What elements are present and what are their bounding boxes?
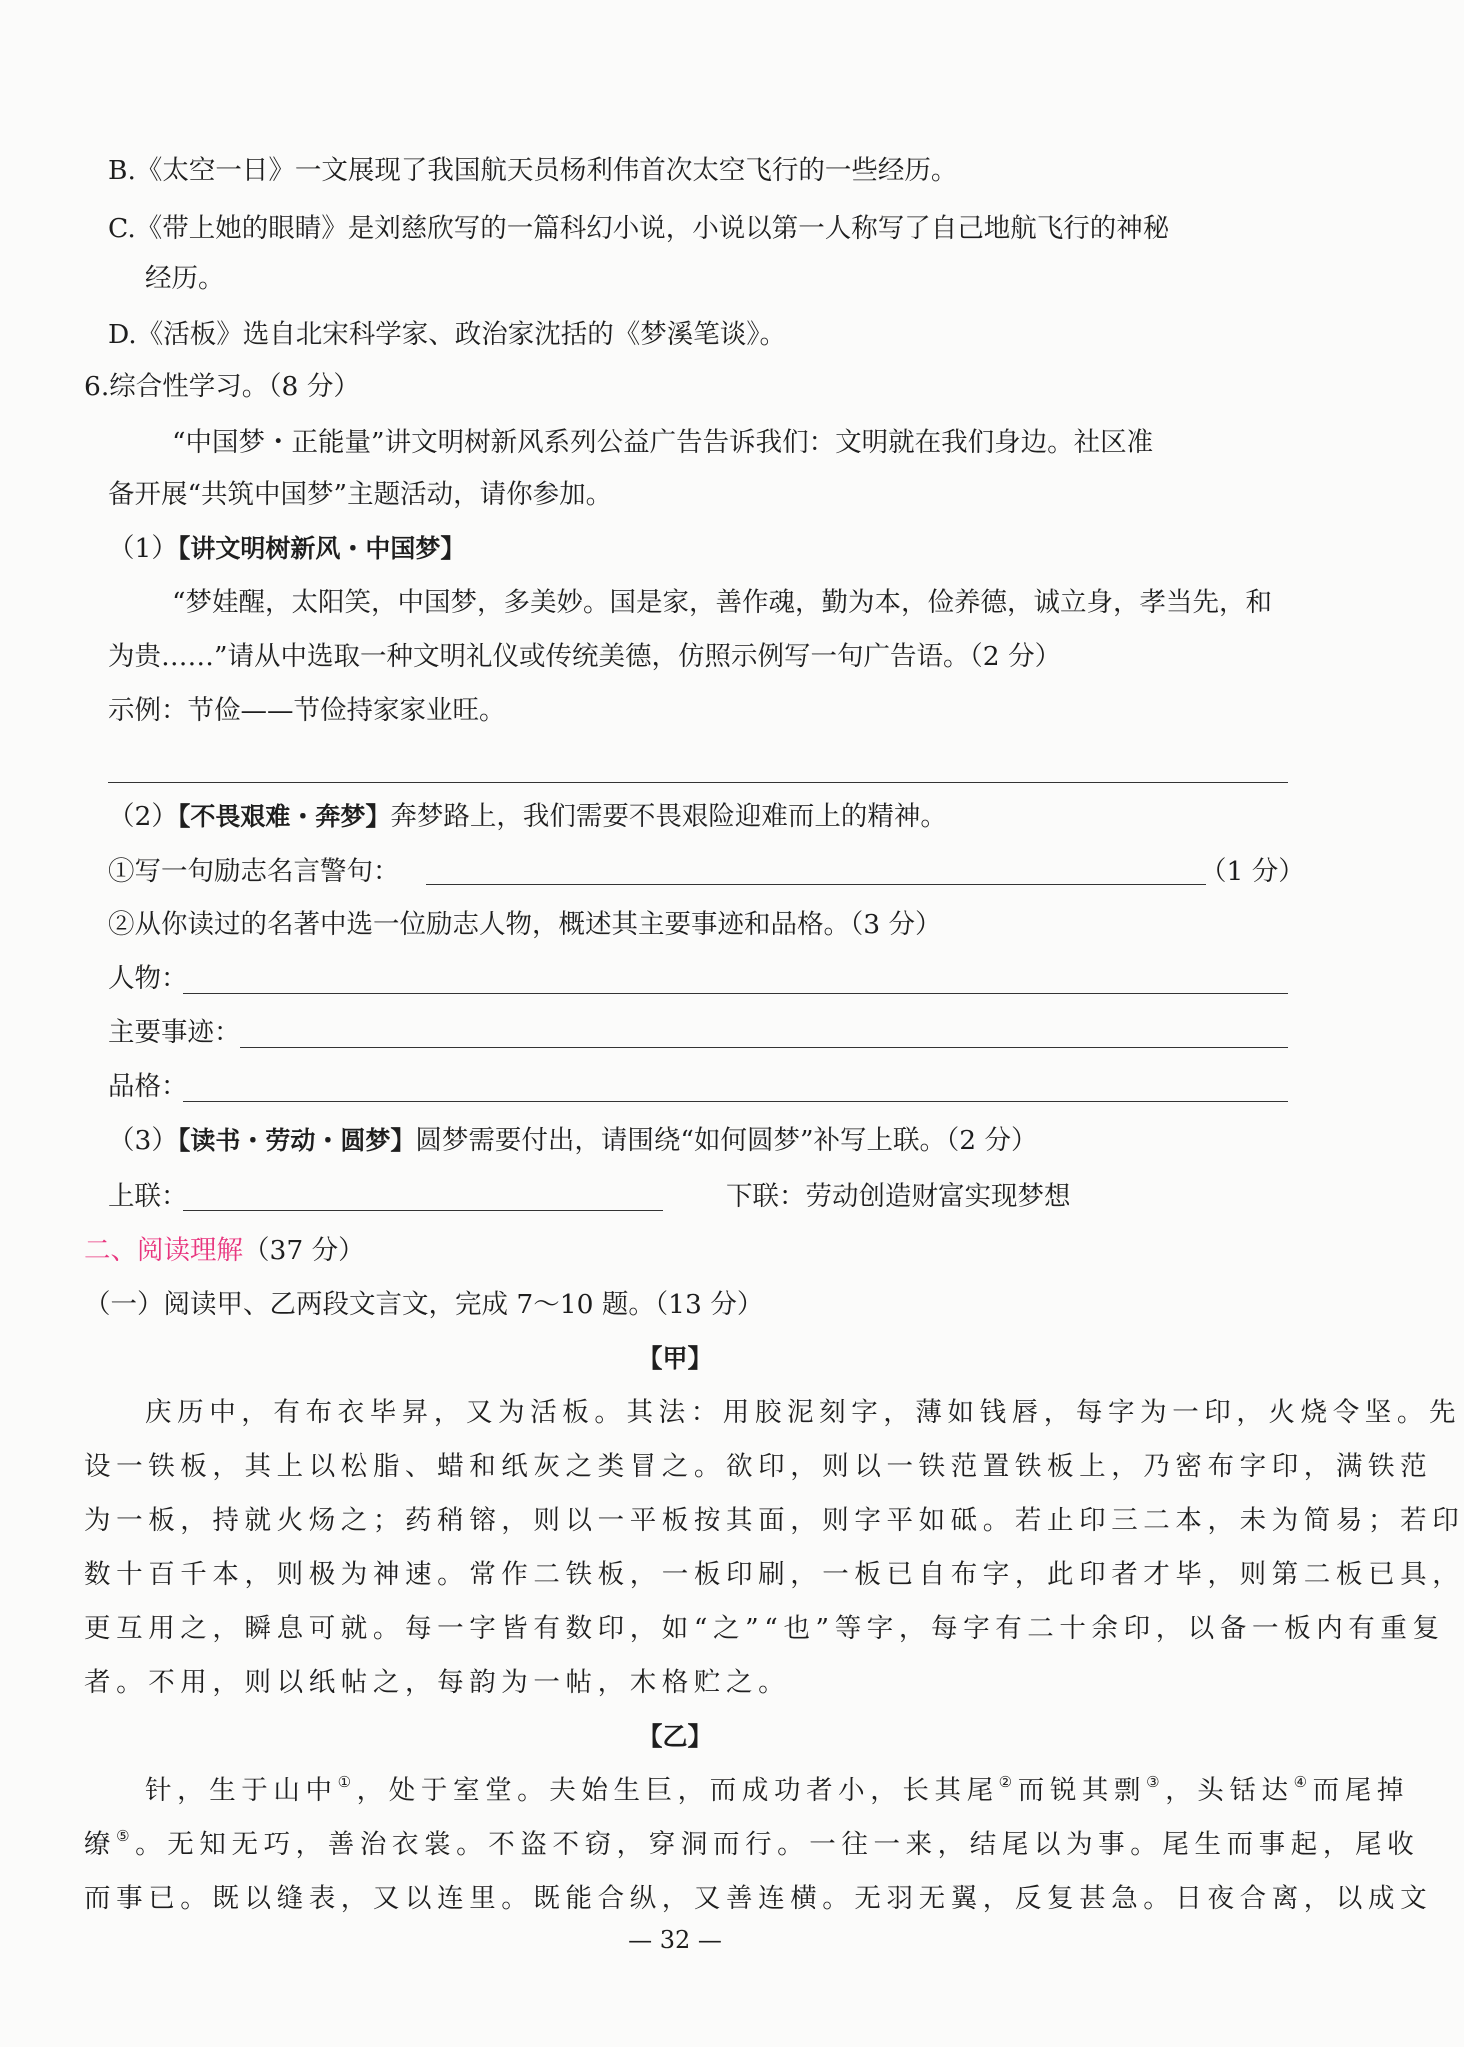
passage-text: ，头铦达 [1165,1775,1294,1806]
passage-jia-line: 为一板，持就火炀之；药稍镕，则以一平板按其面，则字平如砥。若止印三二本，未为简易；若印 [84,1505,1464,1536]
passage-text: 。无知无巧，善治衣裳。不盗不窃，穿洞而行。一往一来，结尾以为事。尾生而事起，尾收 [135,1829,1420,1860]
part-3-title: 【读书・劳动・圆梦】 [177,1126,416,1155]
question-6-intro-line-1: “中国梦・正能量”讲文明树新风系列公益广告告诉我们：文明就在我们身边。社区准 [172,427,1154,458]
footnote-mark: ③ [1146,1773,1166,1791]
part-3-heading [108,1124,1038,1158]
section-2-heading [84,1234,365,1268]
part-1-title: 【讲文明树新风・中国梦】 [177,534,466,563]
passage-jia-line: 数十百千本，则极为神速。常作二铁板，一板印刷，一板已自布字，此印者才毕，则第二板已具， [84,1559,1464,1590]
passage-text: 缭 [84,1829,117,1860]
section-2-score: （37 分） [243,1235,365,1266]
person-label: 人物： [108,963,188,994]
part-2-text: 奔梦路上，我们需要不畏艰险迎难而上的精神。 [390,801,947,832]
part-2-number: （2） [108,801,178,832]
option-b: B.《太空一日》一文展现了我国航天员杨利伟首次太空飞行的一些经历。 [108,155,958,186]
part-2-heading [108,800,947,834]
option-c-line-2: 经历。 [145,263,225,294]
option-c-line-1: C.《带上她的眼睛》是刘慈欣写的一篇科幻小说，小说以第一人称写了自己地航飞行的神秘 [108,213,1170,244]
part-1-number: （1） [108,533,178,564]
passage-text: 针，生于山中 [145,1775,338,1806]
person-answer-line[interactable] [183,993,1288,994]
part-3-number: （3） [108,1125,178,1156]
part-2-sub-2: ②从你读过的名著中选一位励志人物，概述其主要事迹和品格。（3 分） [108,909,942,940]
part-1-text-line-2: 为贵……”请从中选取一种文明礼仪或传统美德，仿照示例写一句广告语。（2 分） [108,641,1062,672]
character-label: 品格： [108,1071,188,1102]
part-1-text-line-1: “梦娃醒，太阳笑，中国梦，多美妙。国是家，善作魂，勤为本，俭养德，诚立身，孝当先，和 [172,587,1273,618]
deeds-label: 主要事迹： [108,1017,241,1048]
option-d: D.《活板》选自北宋科学家、政治家沈括的《梦溪笔谈》。 [108,319,786,350]
passage-yi-heading: 【乙】 [637,1722,713,1751]
passage-yi-line-1 [145,1774,1409,1808]
question-6-intro-line-2: 备开展“共筑中国梦”主题活动，请你参加。 [108,479,613,510]
passage-yi-line-2 [84,1828,1419,1862]
part-2-title: 【不畏艰难・奔梦】 [177,802,391,831]
passage-text: ，处于室堂。夫始生巨，而成功者小，长其尾 [356,1775,999,1806]
part-1-example: 示例：节俭——节俭持家家业旺。 [108,695,506,726]
passage-text: 而尾掉 [1312,1775,1409,1806]
passage-jia-line: 者。不用，则以纸帖之，每韵为一帖，木格贮之。 [84,1667,791,1698]
character-answer-line[interactable] [183,1101,1288,1102]
part-3-text: 圆梦需要付出，请围绕“如何圆梦”补写上联。（2 分） [415,1125,1038,1156]
part-1-answer-line[interactable] [108,782,1288,783]
part-1-heading [108,532,465,566]
passage-jia-line: 设一铁板，其上以松脂、蜡和纸灰之类冒之。欲印，则以一铁范置铁板上，乃密布字印，满铁范 [84,1451,1433,1482]
question-6-header: 6.综合性学习。（8 分） [84,371,360,402]
upper-couplet-label: 上联： [108,1181,188,1212]
footnote-mark: ⑤ [116,1827,136,1845]
section-2-title: 二、阅读理解 [84,1235,243,1266]
page-number: — 32 — [628,1926,722,1954]
upper-couplet-answer-line[interactable] [183,1210,663,1211]
motto-answer-line[interactable] [426,884,1206,885]
lower-couplet: 下联：劳动创造财富实现梦想 [726,1181,1071,1212]
deeds-answer-line[interactable] [240,1047,1288,1048]
passage-jia-line: 庆历中，有布衣毕昇，又为活板。其法：用胶泥刻字，薄如钱唇，每字为一印，火烧令坚。先 [145,1397,1462,1428]
passage-text: 而锐其剽 [1017,1775,1147,1806]
passage-yi-line-3: 而事已。既以缝表，又以连里。既能合纵，又善连横。无羽无翼，反复甚急。日夜合离，以成文 [84,1883,1433,1914]
passage-jia-line: 更互用之，瞬息可就。每一字皆有数印，如“之”“也”等字，每字有二十余印，以备一板内有重复 [84,1613,1445,1644]
footnote-mark: ① [337,1773,357,1791]
part-2-sub-1-score: （1 分） [1200,856,1305,887]
section-2-subheading: （一）阅读甲、乙两段文言文，完成 7～10 题。（13 分） [84,1289,764,1320]
part-2-sub-1-label: ①写一句励志名言警句： [108,856,400,887]
passage-jia-heading: 【甲】 [637,1344,713,1373]
footnote-mark: ④ [1293,1773,1313,1791]
footnote-mark: ② [998,1773,1018,1791]
